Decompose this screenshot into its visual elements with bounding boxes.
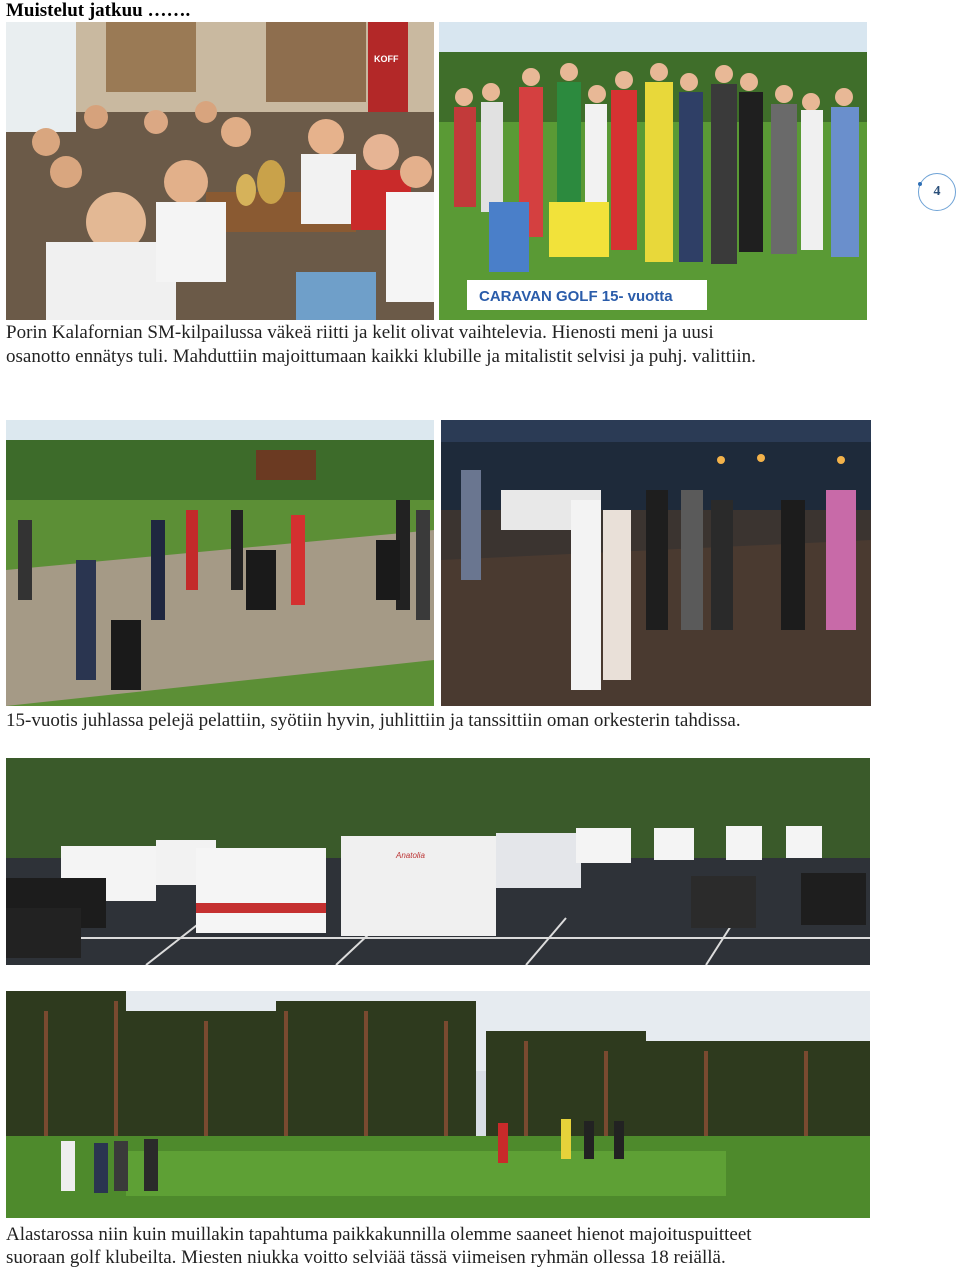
koff-sign: KOFF [374,54,399,64]
photo-dance-hall [441,420,871,706]
caravan-golf-banner: CARAVAN GOLF 15- vuotta [479,288,673,305]
page-title: Muistelut jatkuu ……. [6,0,191,21]
page-number: 4 [933,184,941,199]
photo-trophy-group [439,22,867,320]
page-number-badge [918,173,956,211]
photo-caravan-parking [6,758,870,965]
caption-2: 15-vuotis juhlassa pelejä pelattiin, syötiin hyvin, juhlittiin ja tanssittiin oman orkesterin tahdissa. [6,710,741,731]
caption-1-line-2: osanotto ennätys tuli. Mahduttiin majoittumaan kaikki klubille ja mitalistit selvisi ja puhj. valittiin. [6,346,756,367]
caption-3-line-1: Alastarossa niin kuin muillakin tapahtuma paikkakunnilla olemme saaneet hienot majoituspuitteet [6,1224,752,1245]
page-number-dot-icon [918,182,922,186]
caption-3-line-2: suoraan golf klubeilta. Miesten niukka voitto selviää tässä viimeisen ryhmän ollessa 18 reiällä. [6,1247,726,1268]
photo-golfers-path [6,420,434,706]
photo-pine-forest-green [6,991,870,1218]
caption-1-line-1: Porin Kalafornian SM-kilpailussa väkeä riitti ja kelit olivat vaihtelevia. Hienosti meni ja uusi [6,322,714,343]
motorhome-brand: Anatolia [396,851,425,860]
photo-clubhouse-crowd [6,22,434,320]
